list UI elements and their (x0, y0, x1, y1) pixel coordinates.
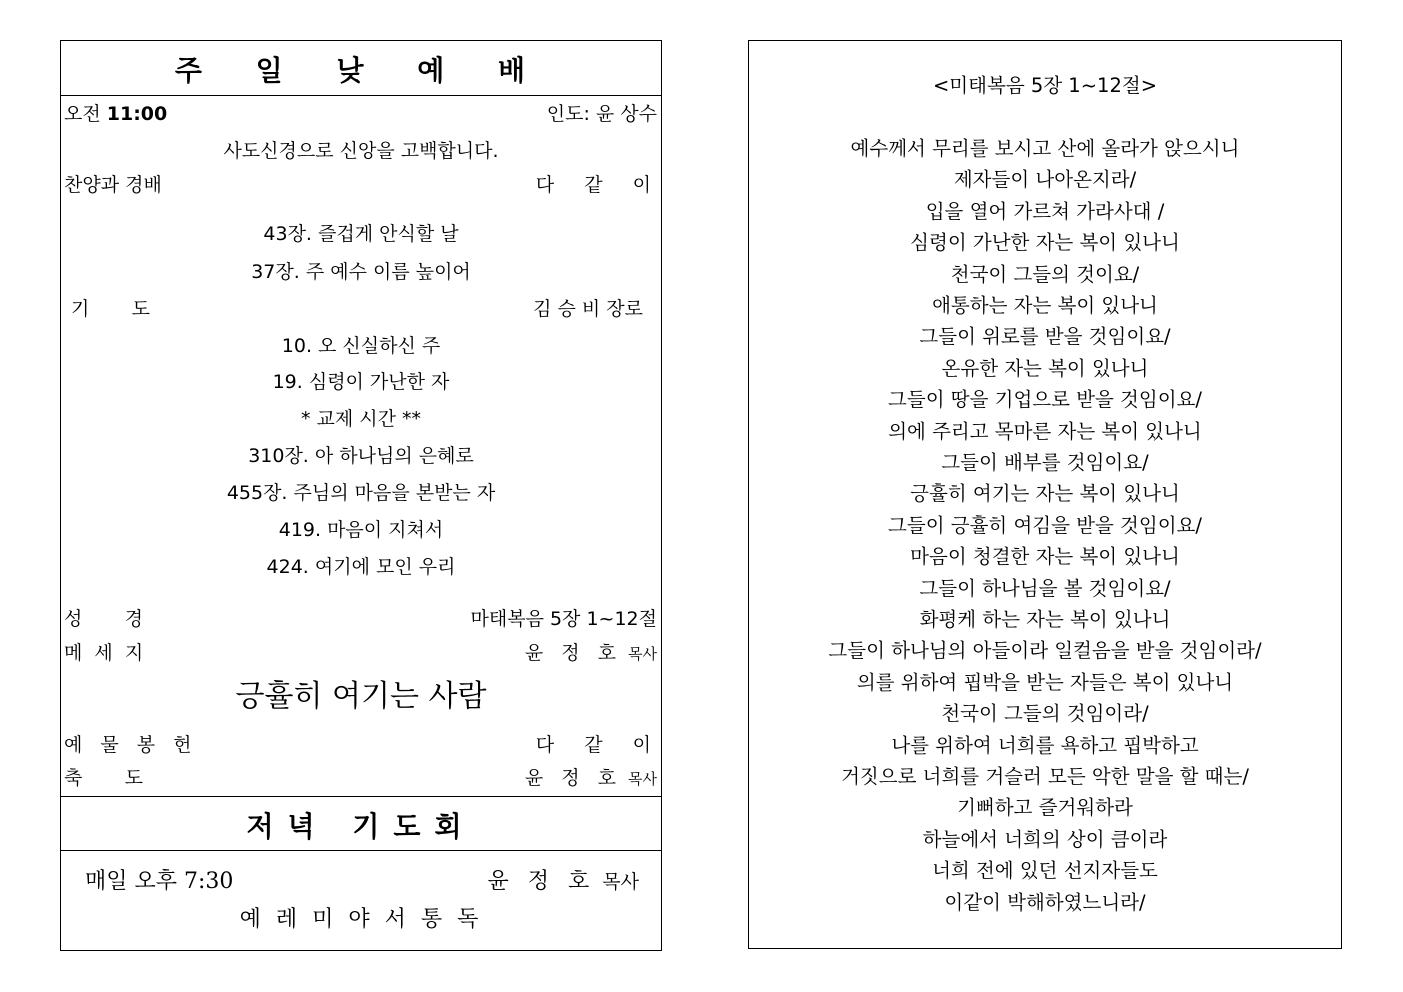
song-line: 419. 마음이 지쳐서 (278, 519, 444, 541)
evening-leader-title: 목사 (602, 871, 639, 893)
offering-who: 다 같 이 (535, 734, 657, 756)
scripture-line: 의에 주리고 목마른 자는 복이 있나니 (888, 419, 1202, 443)
time-row (61, 101, 661, 127)
scripture-line: 그들이 위로를 받을 것임이요/ (919, 325, 1171, 349)
scripture-heading: <미태복음 5장 1~12절> (932, 74, 1158, 97)
time-label: 오전 (64, 103, 101, 125)
preacher-title: 목사 (628, 645, 657, 663)
scripture-line: 천국이 그들의 것이요/ (950, 262, 1140, 286)
evening-leader-name: 윤 정 호 (487, 869, 596, 894)
song-line: 310장. 아 하나님의 은혜로 (248, 445, 474, 467)
scripture-line: 입을 열어 가르쳐 가라사대 / (925, 199, 1165, 223)
benediction-row (61, 765, 661, 791)
praise-row (61, 172, 661, 198)
offering-row (61, 732, 661, 758)
benediction-title: 목사 (628, 770, 657, 788)
message-label: 메 세 지 (64, 642, 144, 664)
scripture-label: 성 경 (64, 608, 143, 630)
scripture-line: 화평케 하는 자는 복이 있나니 (919, 608, 1171, 631)
scripture-line: 하늘에서 너희의 상이 큼이라 (922, 827, 1168, 851)
scripture-line: 제자들이 나아온지라/ (953, 168, 1137, 192)
scripture-line: 나를 위하여 너희를 욕하고 핍박하고 (891, 733, 1199, 757)
scripture-line: 긍휼히 여기는 자는 복이 있나니 (910, 482, 1180, 506)
sermon-title: 긍휼히 여기는 사람 (235, 679, 487, 714)
scripture-line: 그들이 땅을 기업으로 받을 것임이요/ (888, 388, 1202, 412)
scripture-line: 온유한 자는 복이 있나니 (941, 356, 1149, 380)
song-line: 19. 심령이 가난한 자 (272, 371, 450, 393)
scripture-row (61, 606, 661, 632)
evening-schedule-row (61, 867, 661, 897)
divider (61, 850, 661, 851)
evening-reading: 예 레 미 야 서 통 독 (239, 907, 483, 932)
scripture-line: 기뻐하고 즐거워하라 (957, 796, 1133, 820)
service-title: 주 일 낮 예 배 (174, 54, 548, 87)
scripture-line: 너희 전에 있던 선지자들도 (932, 859, 1158, 883)
benediction-name: 윤 정 호 (524, 767, 622, 789)
evening-schedule: 매일 오후 7:30 (85, 869, 234, 894)
praise-who: 다 같 이 (535, 174, 657, 196)
scripture-line: 이같이 박해하였느니라/ (944, 890, 1146, 914)
prayer-row (61, 296, 661, 322)
hymn-line: 37장. 주 예수 이름 높이어 (251, 261, 471, 283)
scripture-line: 거짓으로 너희를 거슬러 모든 악한 말을 할 때는/ (841, 765, 1249, 788)
praise-label: 찬양과 경배 (64, 174, 162, 196)
benediction-label: 축 도 (64, 767, 143, 789)
scripture-line: 천국이 그들의 것임이라/ (941, 702, 1149, 726)
song-line: 10. 오 신실하신 주 (281, 335, 441, 357)
prayer-label: 기 도 (71, 298, 150, 320)
leader: 인도: 윤 상수 (546, 103, 657, 125)
scripture-line: 그들이 하나님을 볼 것임이요/ (919, 576, 1171, 600)
time-value: 11:00 (106, 103, 168, 125)
fellowship-line: * 교제 시간 ** (300, 408, 422, 430)
divider (61, 796, 661, 797)
song-line: 455장. 주님의 마음을 본받는 자 (226, 482, 496, 504)
song-line: 424. 여기에 모인 우리 (266, 556, 456, 578)
order-of-service-panel (60, 40, 662, 951)
divider (61, 95, 661, 96)
message-row (61, 640, 661, 666)
scripture-line: 의를 위하여 핍박을 받는 자들은 복이 있나니 (856, 670, 1234, 694)
scripture-line: 그들이 하나님의 아들이라 일컬음을 받을 것임이라/ (828, 639, 1262, 663)
scripture-ref: 마태복음 5장 1~12절 (470, 608, 657, 630)
scripture-line: 예수께서 무리를 보시고 산에 올라가 앉으시니 (850, 137, 1240, 160)
scripture-line: 마음이 청결한 자는 복이 있나니 (910, 545, 1180, 569)
evening-title: 저녁 기도회 (246, 810, 476, 843)
scripture-panel (748, 40, 1342, 949)
hymn-line: 43장. 즐겁게 안식할 날 (263, 223, 459, 245)
scripture-line: 애통하는 자는 복이 있나니 (932, 294, 1158, 317)
scripture-line: 심령이 가난한 자는 복이 있나니 (910, 231, 1180, 255)
prayer-who: 김 승 비 장로 (533, 298, 643, 320)
creed-line: 사도신경으로 신앙을 고백합니다. (223, 140, 499, 162)
offering-label: 예 물 봉 헌 (64, 734, 198, 756)
scripture-line: 그들이 배부를 것임이요/ (941, 451, 1149, 474)
preacher-name: 윤 정 호 (524, 642, 622, 664)
scripture-line: 그들이 긍휼히 여김을 받을 것임이요/ (888, 513, 1202, 537)
